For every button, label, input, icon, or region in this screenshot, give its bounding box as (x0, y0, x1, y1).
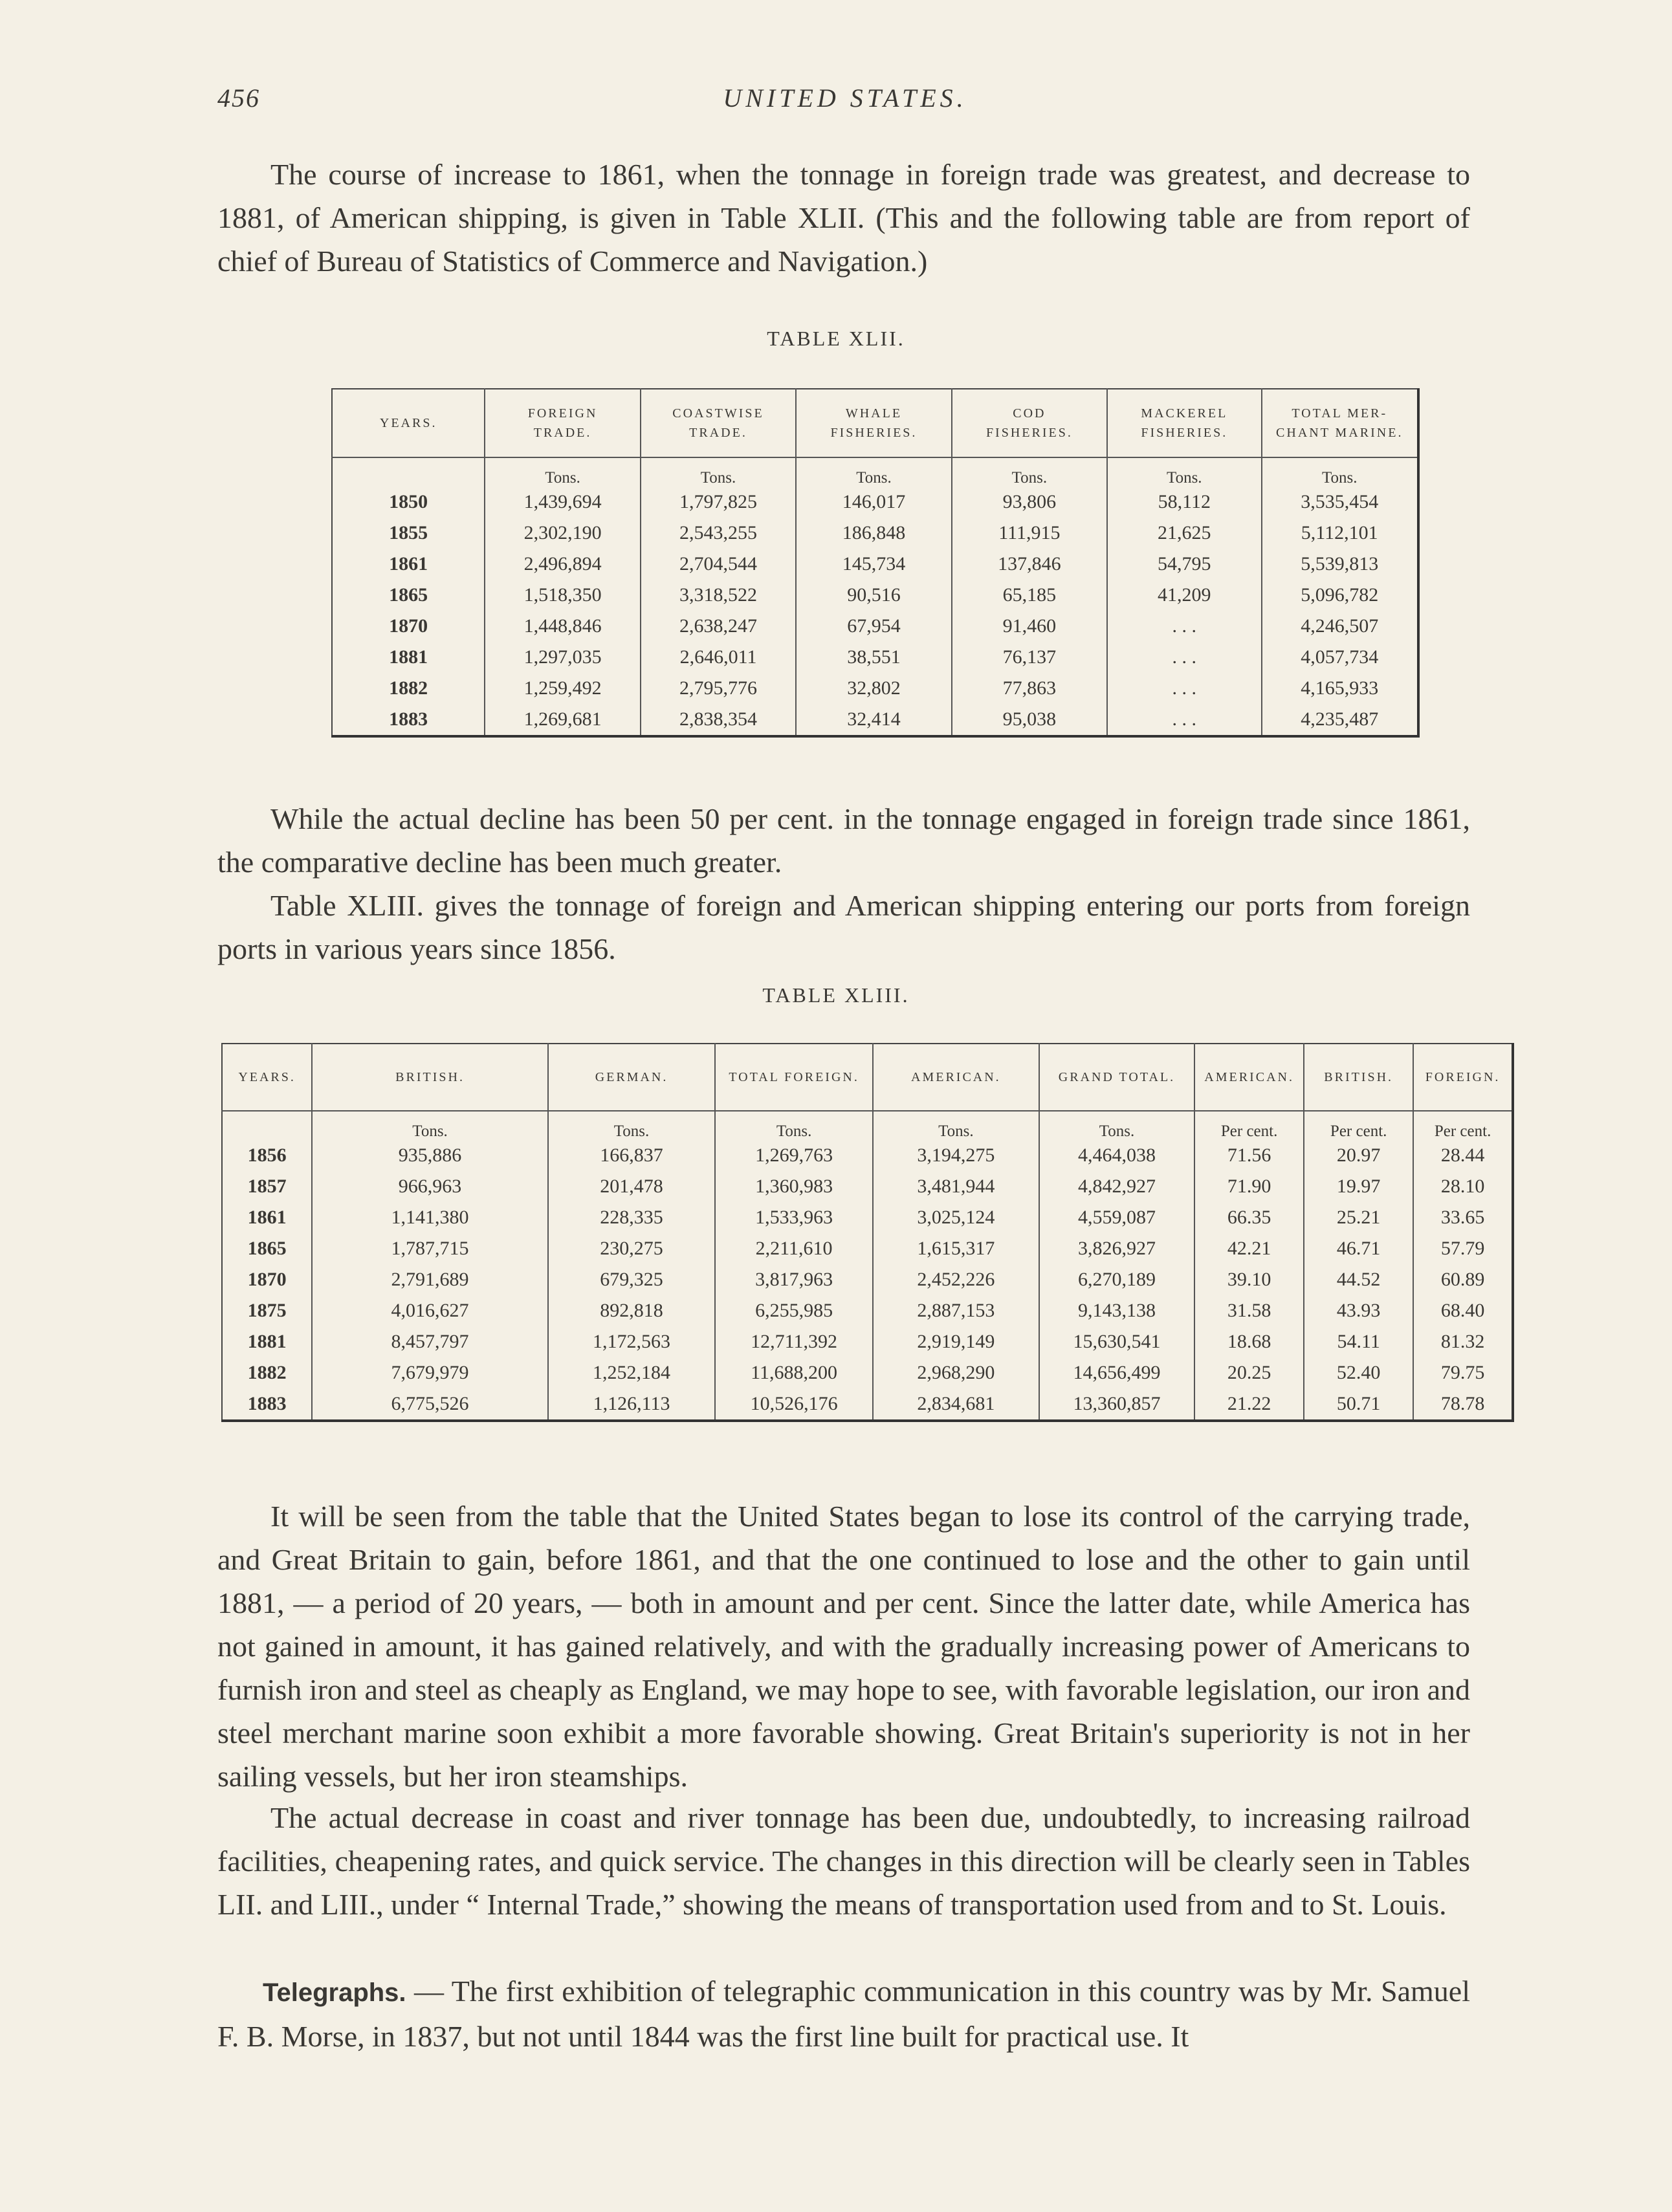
value-cell: 9,143,138 (1039, 1295, 1194, 1326)
year-cell: 1850 (332, 487, 485, 518)
column-header (641, 389, 796, 457)
unit-cell: Tons. (641, 457, 796, 487)
value-cell: 28.44 (1440, 1144, 1485, 1166)
value-cell: 57.79 (1440, 1238, 1485, 1259)
column-header (873, 1044, 1039, 1111)
value-cell: 60.89 (1440, 1269, 1485, 1290)
value-cell: 2,638,247 (641, 611, 796, 642)
value-cell: 52.40 (1304, 1357, 1413, 1388)
value-cell: 2,887,153 (873, 1295, 1039, 1326)
year-cell: 1882 (332, 673, 485, 704)
value-cell: 65,185 (952, 580, 1107, 611)
column-header-line: FISHERIES. (1141, 426, 1228, 440)
table-xlii (331, 388, 1420, 738)
table-xliii (221, 1043, 1514, 1422)
value-cell: 11,688,200 (715, 1357, 873, 1388)
column-header-line: AMERICAN. (1204, 1070, 1294, 1084)
year-cell: 1856 (222, 1140, 312, 1171)
value-cell: 28.10 (1440, 1176, 1485, 1197)
value-cell: 50.71 (1304, 1388, 1413, 1421)
column-header-line: YEARS. (238, 1070, 296, 1084)
value-cell: 2,543,255 (641, 518, 796, 549)
value-cell: 1,172,563 (548, 1326, 715, 1357)
table-row (222, 1326, 1513, 1357)
table-row (222, 1357, 1513, 1388)
table-row (222, 1140, 1513, 1171)
column-header-line: AMERICAN. (911, 1070, 1001, 1084)
value-cell: 5,096,782 (1301, 584, 1379, 606)
value-cell: 21.22 (1194, 1388, 1304, 1421)
year-cell: 1865 (222, 1233, 312, 1264)
value-cell: 1,141,380 (312, 1202, 548, 1233)
value-cell: 2,834,681 (873, 1388, 1039, 1421)
year-cell: 1883 (222, 1388, 312, 1421)
value-cell: 4,464,038 (1039, 1140, 1194, 1171)
value-cell: 81.32 (1440, 1331, 1485, 1352)
year-cell: 1883 (332, 704, 485, 736)
column-header (222, 1044, 312, 1111)
year-cell: 1882 (222, 1357, 312, 1388)
column-header-line: COASTWISE (672, 406, 764, 421)
column-header (1262, 389, 1419, 457)
table-xliii-caption: TABLE XLIII. (762, 983, 910, 1007)
value-cell: 13,360,857 (1039, 1388, 1194, 1421)
table-xlii-caption: TABLE XLII. (767, 327, 905, 350)
column-header-line: YEARS. (379, 416, 437, 430)
table-row (332, 704, 1418, 736)
value-cell: 2,496,894 (485, 549, 640, 580)
value-cell: 25.21 (1304, 1202, 1413, 1233)
value-cell: 58,112 (1107, 487, 1261, 518)
value-cell: 1,787,715 (312, 1233, 548, 1264)
value-cell: 679,325 (548, 1264, 715, 1295)
value-cell: 46.71 (1304, 1233, 1413, 1264)
column-header (1413, 1044, 1513, 1111)
value-cell: 91,460 (952, 611, 1107, 642)
coast-river-paragraph: The actual decrease in coast and river tonnage has been due, undoubtedly, to increasing railroad facilities, cheapening rates, and quick service. The changes in this direction will be clearly seen in Tables LII. and LIII., under “ Internal Trade,” showing the means of transportation used from and to St. Louis. (217, 1801, 1470, 1921)
value-cell: 54.11 (1304, 1326, 1413, 1357)
table-row (332, 518, 1418, 549)
value-cell: 32,414 (796, 704, 951, 736)
value-cell: 79.75 (1440, 1362, 1485, 1383)
year-cell: 1855 (332, 518, 485, 549)
value-cell: 38,551 (796, 642, 951, 673)
value-cell: 230,275 (548, 1233, 715, 1264)
value-cell: 1,297,035 (485, 642, 640, 673)
value-cell: 2,452,226 (873, 1264, 1039, 1295)
value-cell: 6,270,189 (1039, 1264, 1194, 1295)
value-cell: 77,863 (952, 673, 1107, 704)
table-row (332, 549, 1418, 580)
column-header (1107, 389, 1261, 457)
value-cell: 146,017 (796, 487, 951, 518)
value-cell: 1,518,350 (485, 580, 640, 611)
unit-cell: Per cent. (1434, 1122, 1491, 1140)
value-cell: 1,615,317 (873, 1233, 1039, 1264)
value-cell: 3,535,454 (1301, 491, 1379, 512)
value-cell: . . . (1107, 704, 1261, 736)
telegraphs-heading: Telegraphs. (263, 1978, 406, 2007)
value-cell: 4,842,927 (1039, 1171, 1194, 1202)
table-row (222, 1171, 1513, 1202)
value-cell: 20.97 (1304, 1140, 1413, 1171)
column-header-line: TRADE. (533, 426, 592, 440)
unit-cell (222, 1111, 312, 1140)
column-header (485, 389, 640, 457)
value-cell: 166,837 (548, 1140, 715, 1171)
table-row (222, 1388, 1513, 1421)
value-cell: 2,968,290 (873, 1357, 1039, 1388)
table-row (222, 1202, 1513, 1233)
value-cell: 8,457,797 (312, 1326, 548, 1357)
value-cell: 1,259,492 (485, 673, 640, 704)
column-header-line: FISHERIES. (985, 426, 1073, 440)
value-cell: 2,919,149 (873, 1326, 1039, 1357)
column-header (796, 389, 951, 457)
value-cell: 5,539,813 (1301, 553, 1379, 575)
table-row (332, 580, 1418, 611)
column-header (548, 1044, 715, 1111)
intro-paragraph: The course of increase to 1861, when the tonnage in foreign trade was greatest, and decrease to 1881, of American shipping, is given in Table XLII. (This and the following table are from report of chief of Bureau of Statistics of Commerce and Navigation.) (217, 158, 1470, 278)
value-cell: 145,734 (796, 549, 951, 580)
value-cell: 201,478 (548, 1171, 715, 1202)
table-row (222, 1264, 1513, 1295)
value-cell: 43.93 (1304, 1295, 1413, 1326)
unit-cell (332, 457, 485, 487)
unit-cell: Tons. (548, 1111, 715, 1140)
units-row (332, 457, 1418, 487)
column-header (1304, 1044, 1413, 1111)
column-header-line: GRAND TOTAL. (1058, 1070, 1176, 1084)
value-cell: 44.52 (1304, 1264, 1413, 1295)
year-cell: 1881 (332, 642, 485, 673)
value-cell: 39.10 (1194, 1264, 1304, 1295)
value-cell: 4,057,734 (1301, 646, 1379, 668)
value-cell: 1,439,694 (485, 487, 640, 518)
value-cell: 2,791,689 (312, 1264, 548, 1295)
value-cell: 1,126,113 (548, 1388, 715, 1421)
value-cell: 6,775,526 (312, 1388, 548, 1421)
unit-cell: Tons. (1039, 1111, 1194, 1140)
value-cell: 19.97 (1304, 1171, 1413, 1202)
column-header-line: MACKEREL (1141, 406, 1228, 421)
value-cell: 935,886 (312, 1140, 548, 1171)
value-cell: 15,630,541 (1039, 1326, 1194, 1357)
value-cell: 1,252,184 (548, 1357, 715, 1388)
value-cell: 2,704,544 (641, 549, 796, 580)
year-cell: 1875 (222, 1295, 312, 1326)
year-cell: 1865 (332, 580, 485, 611)
value-cell: 67,954 (796, 611, 951, 642)
carrying-trade-paragraph: It will be seen from the table that the United States began to lose its control of the carrying trade, and Great Britain to gain, before 1861, and that the one continued to lose and the other to gain until 1881, — a period of 20 years, — both in amount and per cent. Since the latter date, while America has not gained in amount, it has gained relatively, and with the gradually increasing power of Americans to furnish iron and steel as cheaply as England, we may hope to see, with favorable legislation, our iron and steel merchant marine soon exhibit a more favorable showing. Great Britain's superiority is not in her sailing vessels, but her iron steamships. (217, 1500, 1470, 1793)
value-cell: 5,112,101 (1301, 522, 1378, 543)
value-cell: 228,335 (548, 1202, 715, 1233)
value-cell: 137,846 (952, 549, 1107, 580)
year-cell: 1881 (222, 1326, 312, 1357)
column-header-line: WHALE (845, 406, 903, 421)
value-cell: 1,360,983 (715, 1171, 873, 1202)
value-cell: 111,915 (952, 518, 1107, 549)
value-cell: 33.65 (1440, 1207, 1485, 1228)
value-cell: 966,963 (312, 1171, 548, 1202)
unit-cell: Per cent. (1304, 1111, 1413, 1140)
value-cell: 10,526,176 (715, 1388, 873, 1421)
value-cell: 2,302,190 (485, 518, 640, 549)
unit-cell: Tons. (952, 457, 1107, 487)
table-row (222, 1295, 1513, 1326)
value-cell: 66.35 (1194, 1202, 1304, 1233)
value-cell: 3,025,124 (873, 1202, 1039, 1233)
running-title: UNITED STATES. (723, 83, 967, 113)
value-cell: . . . (1107, 642, 1261, 673)
value-cell: 71.56 (1194, 1140, 1304, 1171)
value-cell: 1,533,963 (715, 1202, 873, 1233)
value-cell: 14,656,499 (1039, 1357, 1194, 1388)
value-cell: 2,795,776 (641, 673, 796, 704)
value-cell: 4,016,627 (312, 1295, 548, 1326)
column-header (332, 389, 485, 457)
column-header (312, 1044, 548, 1111)
value-cell: 54,795 (1107, 549, 1261, 580)
value-cell: 3,194,275 (873, 1140, 1039, 1171)
telegraphs-paragraph (217, 1969, 1470, 2058)
value-cell: 2,646,011 (641, 642, 796, 673)
value-cell: 12,711,392 (715, 1326, 873, 1357)
units-row (222, 1111, 1513, 1140)
value-cell: 4,559,087 (1039, 1202, 1194, 1233)
value-cell: 3,817,963 (715, 1264, 873, 1295)
unit-cell: Tons. (485, 457, 640, 487)
year-cell: 1861 (332, 549, 485, 580)
year-cell: 1861 (222, 1202, 312, 1233)
year-cell: 1870 (332, 611, 485, 642)
unit-cell: Per cent. (1194, 1111, 1304, 1140)
page-header (217, 83, 1473, 115)
value-cell: 93,806 (952, 487, 1107, 518)
unit-cell: Tons. (1107, 457, 1261, 487)
value-cell: 20.25 (1194, 1357, 1304, 1388)
value-cell: 32,802 (796, 673, 951, 704)
unit-cell: Tons. (796, 457, 951, 487)
value-cell: 18.68 (1194, 1326, 1304, 1357)
value-cell: 71.90 (1194, 1171, 1304, 1202)
value-cell: 7,679,979 (312, 1357, 548, 1388)
value-cell: 2,838,354 (641, 704, 796, 736)
column-header-line: COD (1013, 406, 1046, 421)
column-header (1039, 1044, 1194, 1111)
table-row (332, 673, 1418, 704)
column-header-line: TOTAL FOREIGN. (729, 1070, 859, 1084)
value-cell: 1,448,846 (485, 611, 640, 642)
header-row (332, 389, 1418, 457)
column-header (715, 1044, 873, 1111)
value-cell: 3,318,522 (641, 580, 796, 611)
value-cell: 42.21 (1194, 1233, 1304, 1264)
page-number: 456 (217, 83, 260, 113)
value-cell: 1,269,681 (485, 704, 640, 736)
value-cell: 4,235,487 (1301, 708, 1379, 730)
value-cell: 892,818 (548, 1295, 715, 1326)
value-cell: 41,209 (1107, 580, 1261, 611)
value-cell: 186,848 (796, 518, 951, 549)
unit-cell: Tons. (312, 1111, 548, 1140)
value-cell: 95,038 (952, 704, 1107, 736)
column-header-line: FISHERIES. (830, 426, 918, 440)
value-cell: 68.40 (1440, 1300, 1485, 1321)
value-cell: 1,269,763 (715, 1140, 873, 1171)
value-cell: 3,481,944 (873, 1171, 1039, 1202)
column-header-line: TOTAL MER- (1292, 406, 1388, 421)
value-cell: 3,826,927 (1039, 1233, 1194, 1264)
value-cell: 4,165,933 (1301, 677, 1379, 699)
value-cell: 90,516 (796, 580, 951, 611)
year-cell: 1857 (222, 1171, 312, 1202)
value-cell: . . . (1107, 611, 1261, 642)
column-header-line: FOREIGN. (1425, 1070, 1501, 1084)
year-cell: 1870 (222, 1264, 312, 1295)
value-cell: 76,137 (952, 642, 1107, 673)
table-row (332, 642, 1418, 673)
column-header-line: CHANT MARINE. (1276, 426, 1403, 440)
telegraphs-text: — The first exhibition of telegraphic communication in this country was by Mr. Samuel F. B. Morse, in 1837, but not until 1844 was the first line built for practical use. It (217, 1975, 1470, 2053)
value-cell: 2,211,610 (715, 1233, 873, 1264)
column-header-line: GERMAN. (595, 1070, 668, 1084)
value-cell: . . . (1107, 673, 1261, 704)
decline-paragraph: While the actual decline has been 50 per cent. in the tonnage engaged in foreign trade since 1861, the comparative decline has been much greater. (217, 802, 1470, 879)
column-header (1194, 1044, 1304, 1111)
value-cell: 21,625 (1107, 518, 1261, 549)
column-header-line: BRITISH. (395, 1070, 465, 1084)
unit-cell: Tons. (1321, 469, 1358, 487)
unit-cell: Tons. (873, 1111, 1039, 1140)
table-row (222, 1233, 1513, 1264)
column-header (952, 389, 1107, 457)
value-cell: 78.78 (1440, 1393, 1485, 1414)
value-cell: 6,255,985 (715, 1295, 873, 1326)
column-header-line: BRITISH. (1324, 1070, 1394, 1084)
table-row (332, 611, 1418, 642)
column-header-line: FOREIGN (527, 406, 598, 421)
column-header-line: TRADE. (689, 426, 747, 440)
header-row (222, 1044, 1513, 1111)
value-cell: 1,797,825 (641, 487, 796, 518)
unit-cell: Tons. (715, 1111, 873, 1140)
value-cell: 4,246,507 (1301, 615, 1379, 637)
value-cell: 31.58 (1194, 1295, 1304, 1326)
table-row (332, 487, 1418, 518)
table-xliii-intro-paragraph: Table XLIII. gives the tonnage of foreign and American shipping entering our ports from foreign ports in various years since 1856. (217, 889, 1470, 965)
